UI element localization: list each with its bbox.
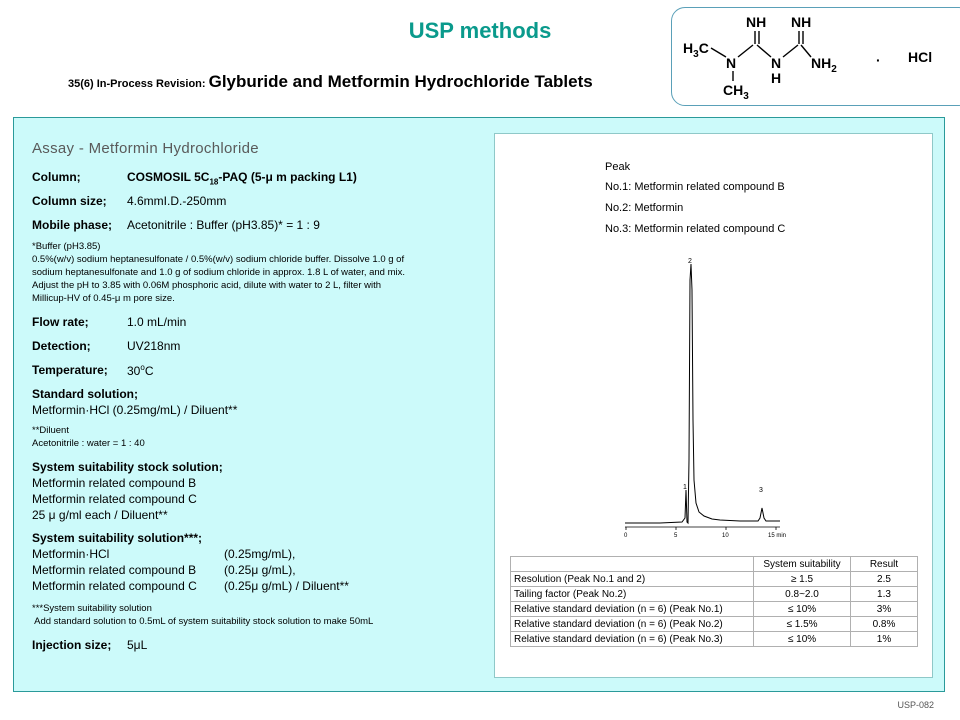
sss-label: System suitability stock solution;	[32, 460, 223, 474]
table-header-cell: System suitability	[754, 557, 851, 572]
injection-row	[32, 638, 148, 652]
ss-row: Metformin related compound B (0.25μ g/mL),	[32, 563, 296, 577]
metformin-structure	[671, 7, 960, 104]
nh-left-label: NH	[746, 14, 767, 30]
column-value: COSMOSIL $5C_{18}$-PAQ (5-μ m packing L1)	[127, 170, 357, 187]
detection-row	[32, 339, 181, 353]
subtitle-main: Glyburide and Metformin Hydrochloride Tablets	[208, 72, 593, 91]
peak-label-3: 3	[759, 487, 763, 494]
standard-solution-value: Metformin·HCl (0.25mg/mL) / Diluent**	[32, 403, 238, 417]
subtitle-prefix: 35(6) In-Process Revision:	[68, 78, 209, 90]
peak-label-1: 1	[683, 484, 687, 491]
table-row: Relative standard deviation (n = 6) (Peak No.3) ≤ 10% 1%	[511, 632, 918, 647]
injection-value: 5μL	[127, 638, 148, 652]
ss-label: System suitability solution***;	[32, 531, 203, 545]
results-table	[510, 556, 918, 647]
page-title: USP methods	[408, 18, 552, 43]
flow-rate-row	[32, 315, 187, 329]
table-header-cell	[511, 557, 754, 572]
flow-rate-value: 1.0 mL/min	[127, 315, 187, 329]
dot-label: ·	[876, 52, 881, 68]
page-subtitle	[68, 72, 593, 92]
detection-label: Detection;	[32, 339, 91, 353]
standard-solution-label: Standard solution;	[32, 387, 138, 401]
sss-lines: Metformin related compound B Metformin related compound C 25 μ g/ml each / Diluent**	[32, 476, 197, 522]
mobile-phase-value: Acetonitrile : Buffer (pH3.85)* = 1 : 9	[127, 218, 320, 232]
hcl-label: HCl	[908, 49, 933, 65]
n1-label: N	[726, 55, 737, 71]
nh2-label: $NH_2$	[811, 55, 837, 75]
table-row: Relative standard deviation (n = 6) (Peak No.2) ≤ 1.5% 0.8%	[511, 617, 918, 632]
column-row	[32, 170, 357, 187]
footer-code: USP-082	[897, 700, 934, 710]
table-row: Relative standard deviation (n = 6) (Peak No.1) ≤ 10% 3%	[511, 602, 918, 617]
peak-header: Peak	[605, 161, 631, 173]
temperature-value: 30$^o$C	[127, 363, 154, 378]
ss-note: ***System suitability solution Add standard solution to 0.5mL of system suitability stock solution to make 50mL	[32, 603, 374, 627]
peak-legend-3: No.3: Metformin related compound C	[605, 223, 786, 235]
table-row: Tailing factor (Peak No.2) 0.8~2.0 1.3	[511, 587, 918, 602]
ch3-label: $CH_3$	[723, 82, 749, 102]
ss-row: Metformin related compound C (0.25μ g/mL) / Diluent**	[32, 579, 349, 593]
x-tick-label: 5	[674, 533, 678, 539]
assay-title: Assay - Metformin Hydrochloride	[32, 140, 259, 157]
chromatogram-plot	[600, 250, 800, 540]
peak-legend-1: No.1: Metformin related compound B	[605, 181, 785, 193]
temperature-label: Temperature;	[32, 363, 108, 377]
column-size-label: Column size;	[32, 194, 107, 208]
h-label: H	[771, 70, 782, 86]
column-size-value: 4.6mmI.D.-250mm	[127, 194, 227, 208]
buffer-note: *Buffer (pH3.85) 0.5%(w/v) sodium heptanesulfonate / 0.5%(w/v) sodium chloride buffer. Dissolve 1.0 g of sodium heptanesulfonate and 1.0 g of sodium chloride in approx. 1.8 L of water, and mix. Adjust the pH to 3.85 with 0.06M phosphoric acid, dilute with water to 2 L, filter with Millicup-HV of 0.45-μ m pore size.	[32, 241, 406, 304]
detection-value: UV218nm	[127, 339, 181, 353]
x-tick-label: 10	[722, 533, 729, 539]
table-header-cell: Result	[851, 557, 918, 572]
mobile-phase-label: Mobile phase;	[32, 218, 113, 232]
table-row: Resolution (Peak No.1 and 2) ≥ 1.5 2.5	[511, 572, 918, 587]
ss-row: Metformin·HCl (0.25mg/mL),	[32, 547, 296, 561]
mobile-phase-row	[32, 218, 320, 232]
peak-legend-2: No.2: Metformin	[605, 202, 684, 214]
x-tick-label: 15 min	[768, 533, 787, 539]
diluent-note: **Diluent Acetonitrile : water = 1 : 40	[32, 425, 145, 449]
h3c-label: $H_3C$	[683, 40, 709, 60]
nh-right-label: NH	[791, 14, 812, 30]
table-header-row	[511, 557, 918, 572]
x-tick-label: 0	[624, 533, 628, 539]
n2-label: N	[771, 55, 782, 71]
flow-rate-label: Flow rate;	[32, 315, 89, 329]
injection-label: Injection size;	[32, 638, 112, 652]
peak-label-2: 2	[688, 258, 692, 265]
ss-rows	[32, 546, 349, 594]
column-label: Column;	[32, 170, 81, 184]
column-size-row	[32, 194, 227, 208]
temperature-row	[32, 363, 154, 378]
